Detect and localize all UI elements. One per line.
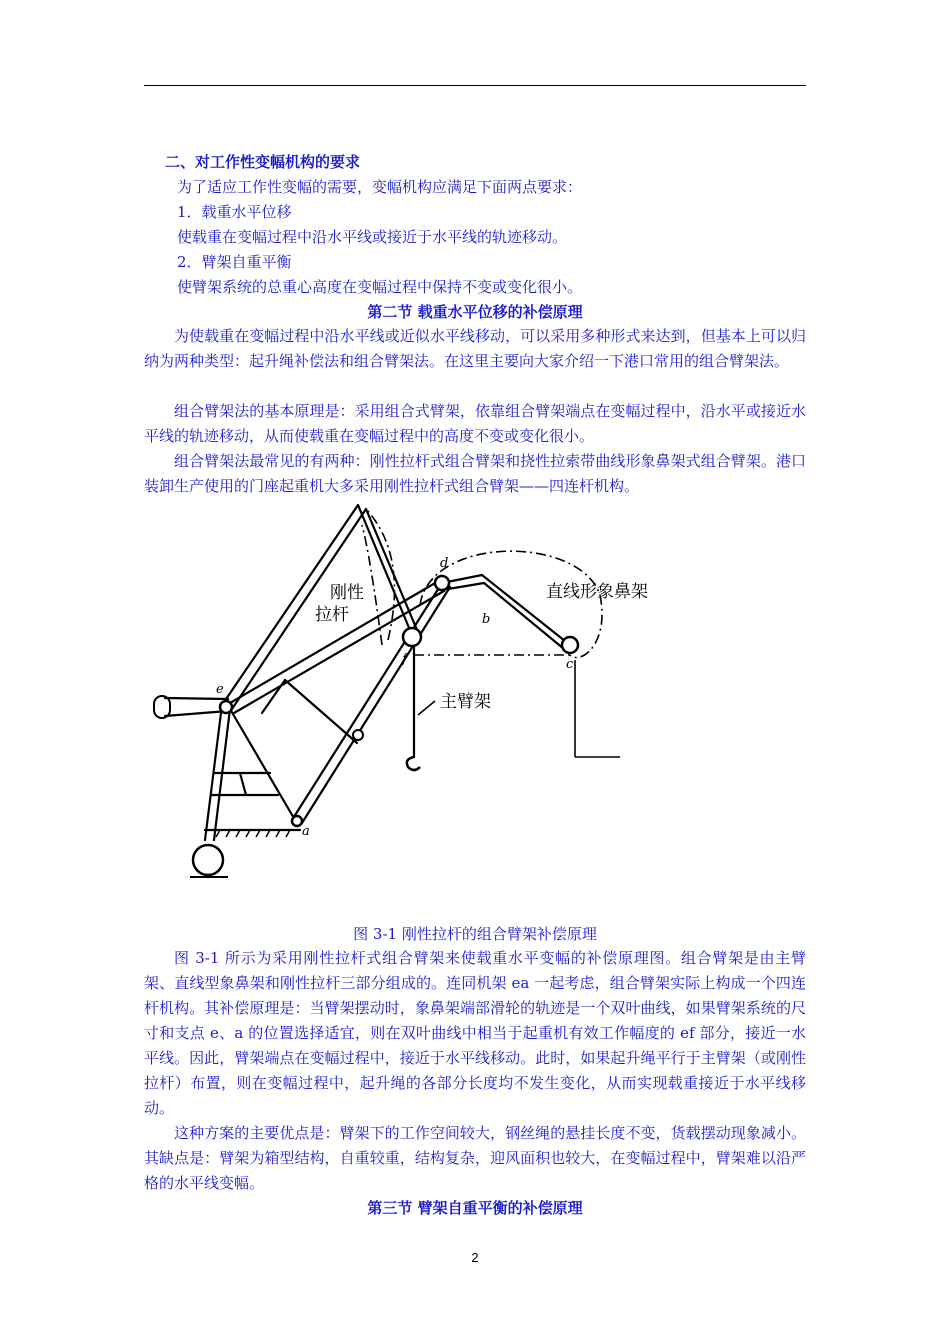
- label-rigid-rod-2: 拉杆: [315, 605, 349, 625]
- requirement-2-title: 2．臂架自重平衡: [177, 253, 292, 271]
- label-point-a: a: [302, 824, 310, 839]
- label-point-e: e: [216, 682, 224, 697]
- section-intro: 为了适应工作性变幅的需要，变幅机构应满足下面两点要求：: [177, 178, 583, 196]
- label-point-f: f: [402, 652, 407, 667]
- chapter-3-title: 第三节 臂架自重平衡的补偿原理: [367, 1199, 583, 1217]
- label-rigid-rod-1: 刚性: [330, 583, 364, 603]
- label-point-b: b: [482, 612, 491, 627]
- chapter-2-paragraph-3: 组合臂架法最常见的有两种：刚性拉杆式组合臂架和挠性拉索带曲线形象鼻架式组合臂架。港口装卸生产使用的门座起重机大多采用刚性拉杆式组合臂架——四连杆机构。: [144, 452, 806, 495]
- chapter-2-paragraph-1: 为使载重在变幅过程中沿水平线或近似水平线移动，可以采用多种形式来达到，但基本上可以归纳为两种类型：起升绳补偿法和组合臂架法。在这里主要向大家介绍一下港口常用的组合臂架法。: [144, 327, 806, 370]
- figure-caption: 图 3-1 刚性拉杆的组合臂架补偿原理: [353, 925, 597, 943]
- label-point-d: d: [440, 556, 449, 571]
- chapter-2-paragraph-2: 组合臂架法的基本原理是：采用组合式臂架，依靠组合臂架端点在变幅过程中，沿水平或接近水平线的轨迹移动，从而使载重在变幅过程中的高度不变或变化很小。: [144, 402, 806, 445]
- requirement-1-text: 使载重在变幅过程中沿水平线或接近于水平线的轨迹移动。: [177, 228, 568, 246]
- explanation-paragraph-1: 图 3-1 所示为采用刚性拉杆式组合臂架来使载重水平变幅的补偿原理图。组合臂架是由主臂架、直线型象鼻架和刚性拉杆三部分组成的。连同机架 ea 一起考虑，组合臂架实际上构成一个四连杆机构。其补偿原理是：当臂架摆动时，象鼻架端部滑轮的轨迹是一个双叶曲线，如果臂架系统的尺寸和支点 e、a 的位置选择适宜，则在双叶曲线中相当于起重机有效工作幅度的 ef 部分，接近一水平线。因此，臂架端点在变幅过程中，接近于水平线移动。此时，如果起升绳平行于主臂架（或刚性拉杆）布置，则在变幅过程中，起升绳的各部分长度均不发生变化，从而实现载重接近于水平线移动。: [144, 949, 806, 1117]
- requirement-1-title: 1．载重水平位移: [177, 203, 292, 221]
- chapter-2-title: 第二节 载重水平位移的补偿原理: [367, 303, 583, 321]
- header-rule: [144, 85, 806, 86]
- four-bar-linkage-figure: [150, 495, 670, 895]
- label-nose-frame: 直线形象鼻架: [546, 582, 648, 602]
- requirement-2-text: 使臂架系统的总重心高度在变幅过程中保持不变或变化很小。: [177, 278, 583, 296]
- section-heading: 二、对工作性变幅机构的要求: [165, 153, 361, 171]
- explanation-paragraph-2: 这种方案的主要优点是：臂架下的工作空间较大，钢丝绳的悬挂长度不变，货载摆动现象减小。其缺点是：臂架为箱型结构，自重较重，结构复杂，迎风面积也较大，在变幅过程中，臂架难以沿严格的水平线变幅。: [144, 1124, 806, 1192]
- page-number: 2: [471, 1250, 479, 1265]
- label-main-boom: 主臂架: [440, 692, 491, 712]
- label-point-c: c: [566, 657, 574, 672]
